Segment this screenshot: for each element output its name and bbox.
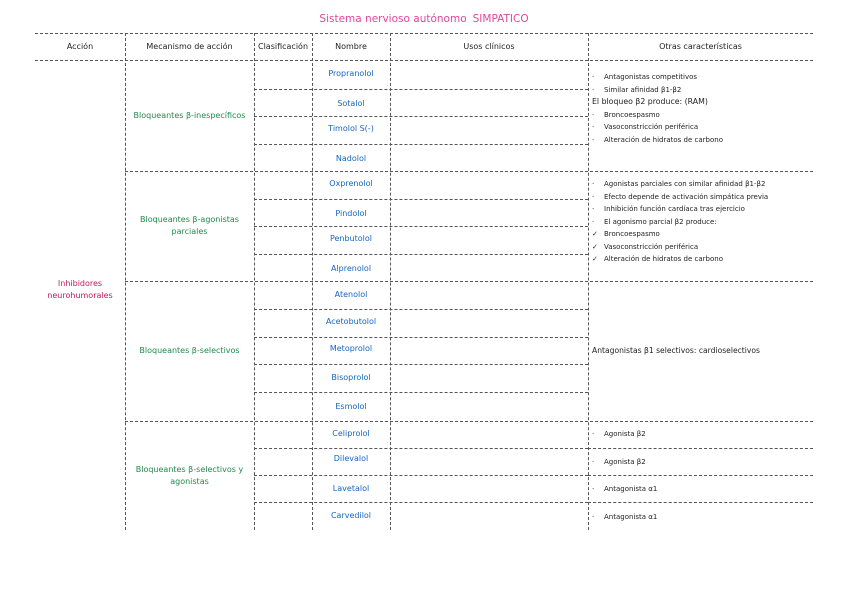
drug-name: Atenolol [334, 290, 368, 299]
drug-name: Esmolol [335, 402, 367, 411]
drug-name: Pindolol [335, 209, 367, 218]
note-item: · Vasoconstricción periférica [592, 121, 723, 134]
drug-name: Propranolol [328, 69, 374, 78]
note-item: · Similar afinidad β1-β2 [592, 84, 723, 97]
mechanism-group-4: Bloqueantes β-selectivos y agonistas [135, 465, 244, 486]
drug-name: Nadolol [335, 154, 367, 163]
row-sep [254, 392, 588, 393]
note-row-sep [588, 502, 813, 503]
header-otras: Otras características [659, 42, 742, 51]
row-sep [254, 448, 588, 449]
row-sep [254, 475, 588, 476]
drug-name: Sotalol [337, 99, 365, 108]
accion-label: Inhibidores neurohumorales [47, 279, 113, 300]
row-sep [254, 364, 588, 365]
row-sep [254, 226, 588, 227]
mechanism-group-1: Bloqueantes β-inespecíficos [133, 111, 246, 120]
note-item: · Antagonistas competitivos [592, 71, 723, 84]
note-item: · El agonismo parcial β2 produce: [592, 216, 768, 229]
note-item: · Alteración de hidratos de carbono [592, 134, 723, 147]
notes-group-1 [592, 71, 723, 146]
rule-top [35, 33, 813, 34]
drug-name: Metoprolol [329, 344, 373, 353]
drug-name: Timolol S(-) [328, 124, 374, 133]
row-sep [254, 337, 588, 338]
header-accion: Acción [66, 42, 94, 51]
col-rule [588, 33, 589, 530]
row-sep [254, 309, 588, 310]
note-item: · Broncoespasmo [592, 109, 723, 122]
note-item: El bloqueo β2 produce: (RAM) [592, 97, 708, 106]
note-group-4-row: · Agonista β2 [592, 430, 646, 438]
note-group-4-row: · Antagonista α1 [592, 513, 657, 521]
row-sep [254, 199, 588, 200]
note-item: ✓ Broncoespasmo [592, 228, 768, 241]
page-title [0, 13, 848, 25]
note-item: · Efecto depende de activación simpática previa [592, 191, 768, 204]
col-rule [125, 33, 126, 530]
note-group-3: Antagonistas β1 selectivos: cardioselectivos [592, 346, 760, 355]
note-item: · Inhibición función cardíaca tras ejercicio [592, 203, 768, 216]
drug-name: Penbutolol [329, 234, 373, 243]
drug-name: Oxprenolol [329, 179, 373, 188]
mechanism-group-2: Bloqueantes β-agonistas parciales [140, 215, 239, 236]
drug-name: Celiprolol [332, 429, 370, 438]
drug-name: Dilevalol [333, 454, 369, 463]
header-clasificacion: Clasificación [257, 42, 309, 51]
header-usos: Usos clínicos [463, 42, 515, 51]
note-item: ✓ Vasoconstricción periférica [592, 241, 768, 254]
row-sep [254, 144, 588, 145]
drug-name: Acetobutolol [325, 317, 377, 326]
row-sep [254, 116, 588, 117]
header-mecanismo: Mecanismo de acción [146, 42, 233, 51]
drug-name: Carvedilol [330, 511, 372, 520]
note-item: · Agonistas parciales con similar afinidad β1-β2 [592, 178, 768, 191]
row-sep [254, 89, 588, 90]
col-rule [254, 33, 255, 530]
note-group-4-row: · Antagonista α1 [592, 485, 657, 493]
row-sep [254, 502, 588, 503]
drug-name: Alprenolol [330, 264, 372, 273]
note-row-sep [588, 475, 813, 476]
note-group-4-row: · Agonista β2 [592, 458, 646, 466]
col-rule [390, 33, 391, 530]
title-highlight: SIMPATICO [472, 13, 529, 25]
drug-name: Bisoprolol [331, 373, 371, 382]
note-item: ✓ Alteración de hidratos de carbono [592, 253, 768, 266]
header-nombre: Nombre [335, 42, 367, 51]
title-main: Sistema nervioso autónomo [319, 13, 467, 25]
note-row-sep [588, 448, 813, 449]
row-sep [254, 254, 588, 255]
drug-name: Lavetalol [332, 484, 370, 493]
mechanism-group-3: Bloqueantes β-selectivos [139, 346, 240, 355]
notes-group-2 [592, 178, 768, 266]
